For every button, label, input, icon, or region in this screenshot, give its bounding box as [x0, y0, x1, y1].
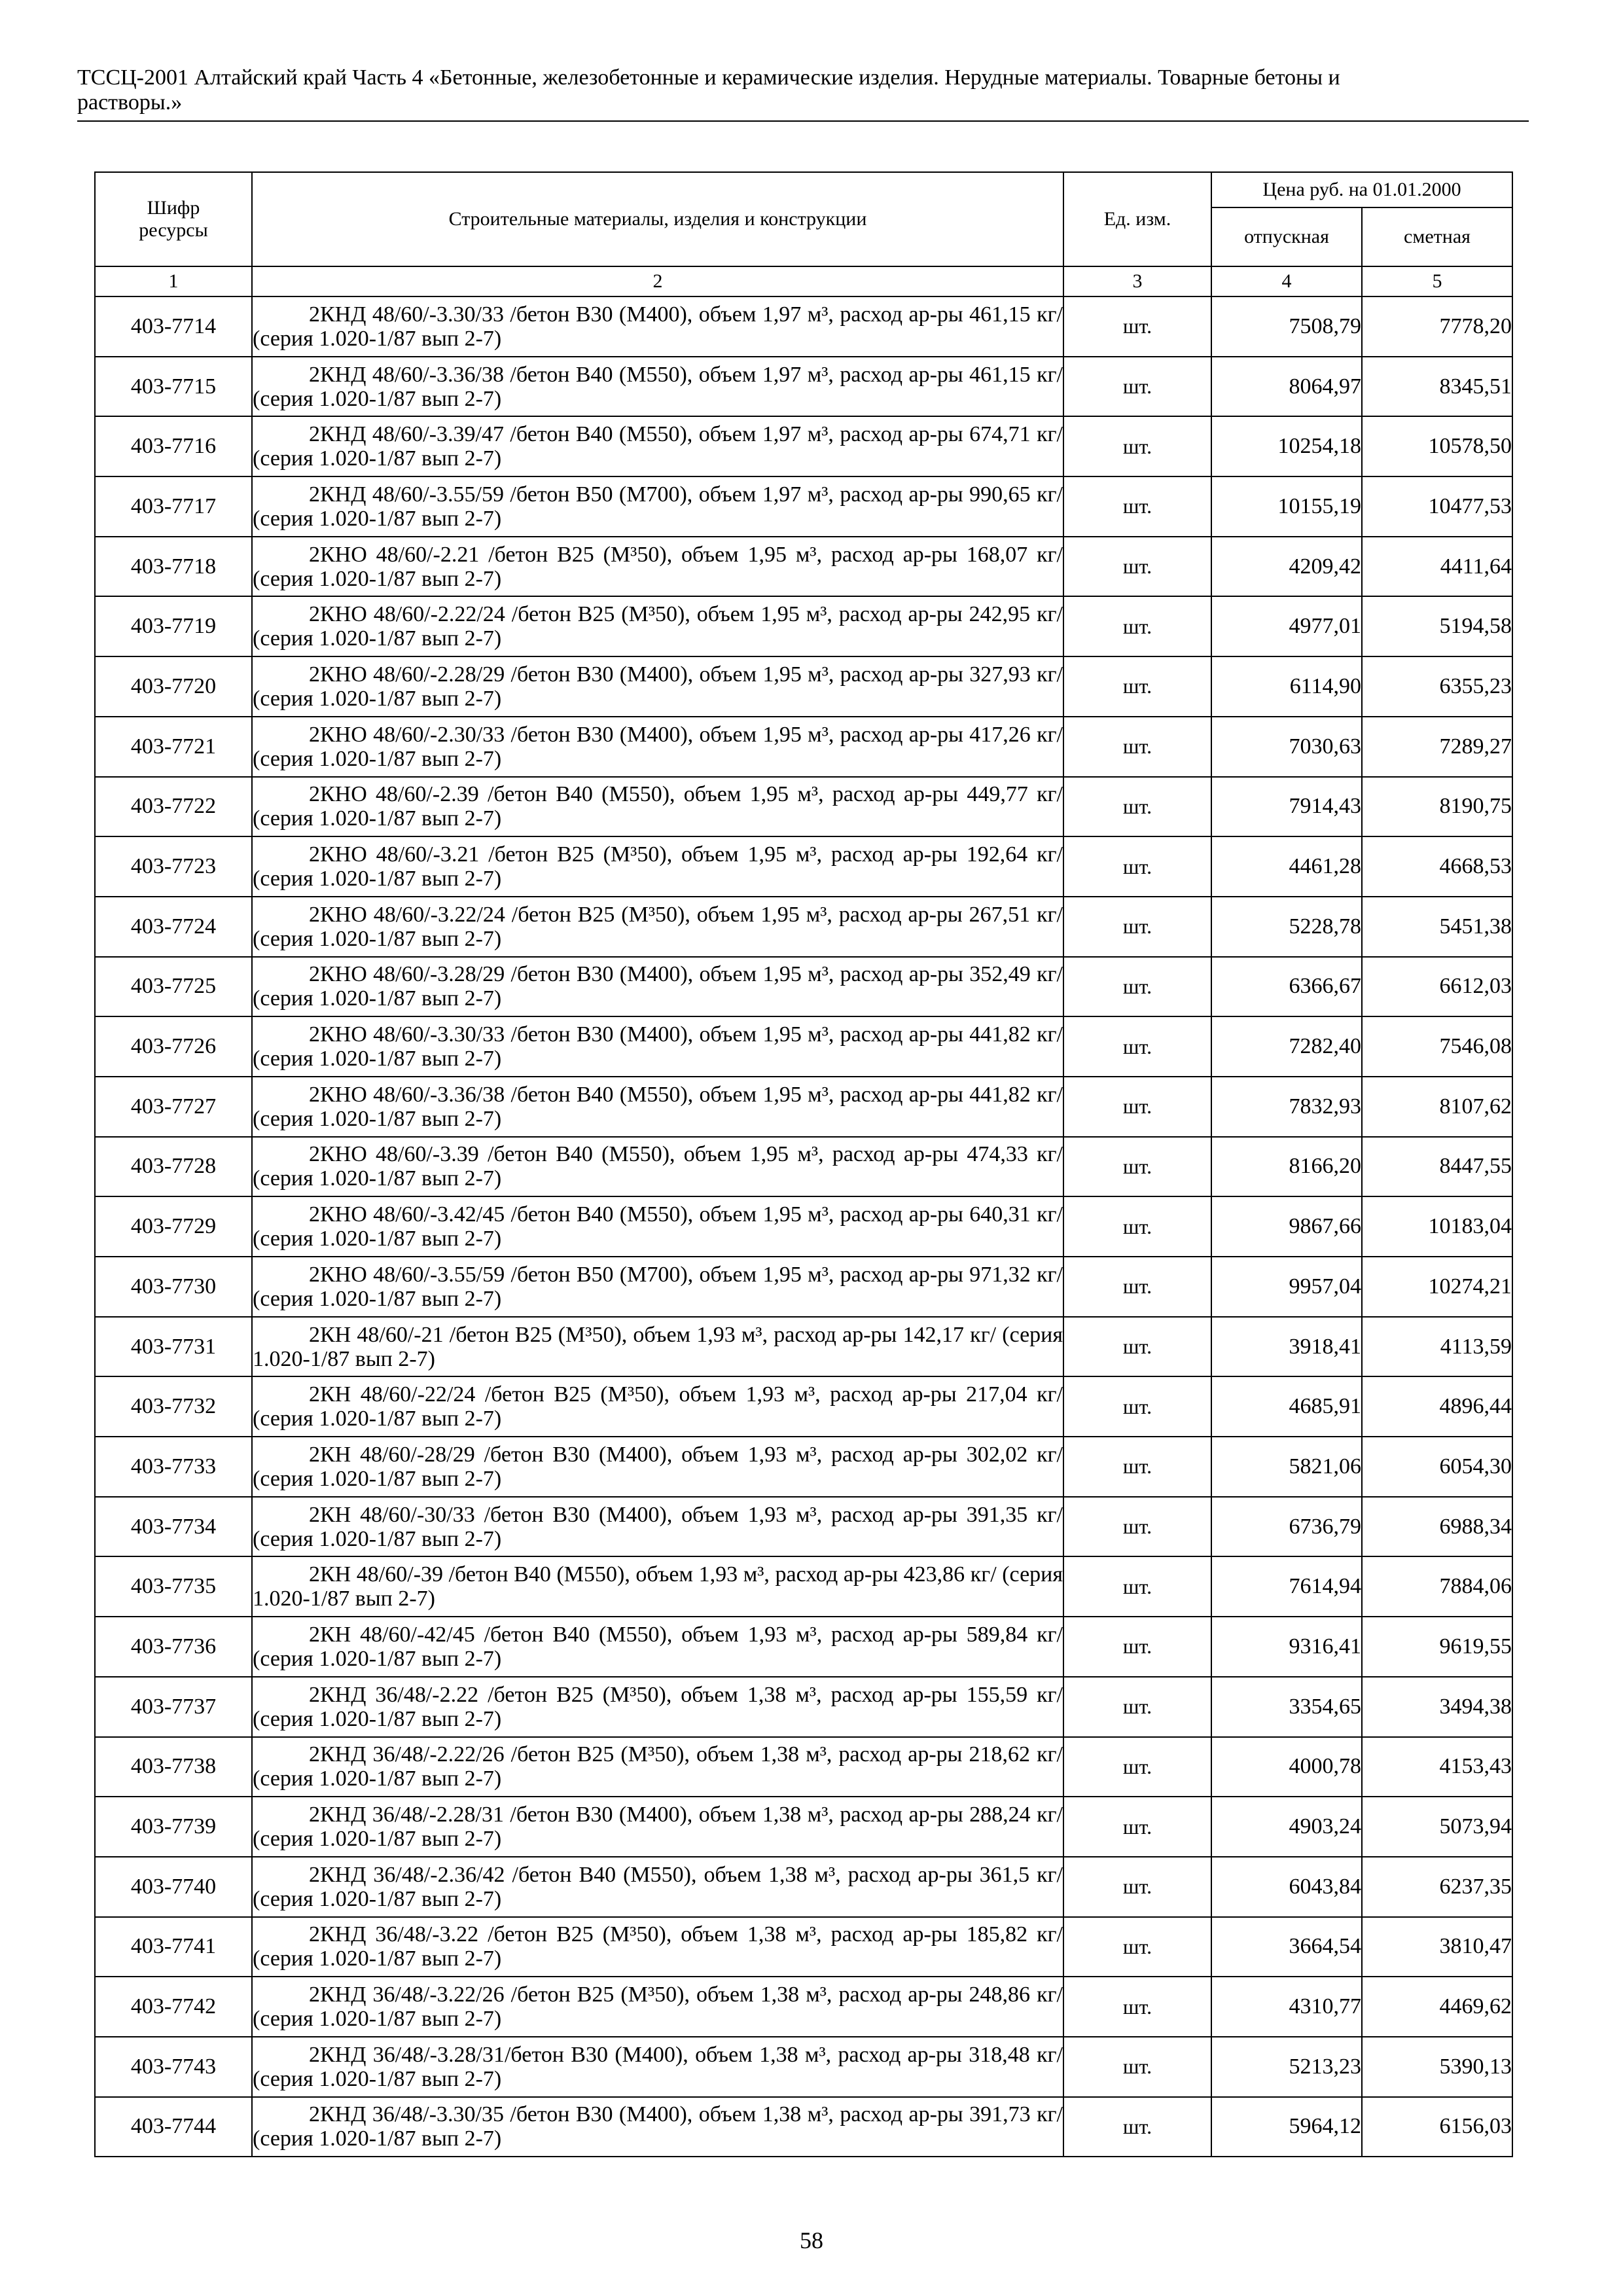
- resource-code-cell: 403-7739: [95, 1797, 252, 1857]
- estimate-price-cell: 9619,55: [1362, 1617, 1512, 1677]
- description-cell: 2КНО 48/60/-2.21 /бетон В25 (М³50), объем 1,95 м³, расход ар-ры 168,07 кг/ (серия 1.020-1/87 вып 2-7): [252, 537, 1063, 597]
- description-cell: 2КНД 36/48/-3.30/35 /бетон В30 (М400), объем 1,38 м³, расход ар-ры 391,73 кг/ (серия 1.020-1/87 вып 2-7): [252, 2097, 1063, 2157]
- table-body: [95, 296, 1512, 2157]
- table-row: [95, 957, 1512, 1017]
- resource-code-cell: 403-7734: [95, 1497, 252, 1557]
- resource-code-cell: 403-7744: [95, 2097, 252, 2157]
- unit-cell: шт.: [1063, 296, 1211, 357]
- estimate-price-cell: 4469,62: [1362, 1977, 1512, 2037]
- estimate-price-cell: 7289,27: [1362, 717, 1512, 777]
- unit-cell: шт.: [1063, 777, 1211, 837]
- table-row: [95, 296, 1512, 357]
- unit-cell: шт.: [1063, 1617, 1211, 1677]
- estimate-price-cell: 10477,53: [1362, 476, 1512, 537]
- table-row: [95, 1977, 1512, 2037]
- header-line-2: растворы.»: [77, 90, 183, 115]
- release-price-cell: 6043,84: [1211, 1857, 1362, 1917]
- release-price-cell: 7282,40: [1211, 1016, 1362, 1077]
- description-cell: 2КН 48/60/-39 /бетон В40 (М550), объем 1,93 м³, расход ар-ры 423,86 кг/ (серия 1.020-1/87 вып 2-7): [252, 1556, 1063, 1617]
- description-cell: 2КНД 36/48/-3.22/26 /бетон В25 (М³50), объем 1,38 м³, расход ар-ры 248,86 кг/ (серия 1.020-1/87 вып 2-7): [252, 1977, 1063, 2037]
- release-price-cell: 5964,12: [1211, 2097, 1362, 2157]
- release-price-cell: 7508,79: [1211, 296, 1362, 357]
- estimate-price-cell: 6156,03: [1362, 2097, 1512, 2157]
- description-cell: 2КНД 48/60/-3.39/47 /бетон В40 (М550), объем 1,97 м³, расход ар-ры 674,71 кг/ (серия 1.020-1/87 вып 2-7): [252, 416, 1063, 476]
- resource-code-cell: 403-7732: [95, 1376, 252, 1437]
- estimate-price-cell: 6988,34: [1362, 1497, 1512, 1557]
- col-number: 5: [1362, 266, 1512, 296]
- col-release-header: отпускная: [1211, 207, 1362, 266]
- description-cell: 2КНО 48/60/-3.22/24 /бетон В25 (М³50), объем 1,95 м³, расход ар-ры 267,51 кг/ (серия 1.020-1/87 вып 2-7): [252, 897, 1063, 957]
- table-row: [95, 1437, 1512, 1497]
- unit-cell: шт.: [1063, 1497, 1211, 1557]
- release-price-cell: 7614,94: [1211, 1556, 1362, 1617]
- unit-cell: шт.: [1063, 897, 1211, 957]
- resource-code-cell: 403-7736: [95, 1617, 252, 1677]
- resource-code-cell: 403-7743: [95, 2037, 252, 2097]
- estimate-price-cell: 6237,35: [1362, 1857, 1512, 1917]
- col-number: 3: [1063, 266, 1211, 296]
- resource-code-cell: 403-7742: [95, 1977, 252, 2037]
- resource-code-cell: 403-7740: [95, 1857, 252, 1917]
- estimate-price-cell: 3494,38: [1362, 1677, 1512, 1737]
- description-cell: 2КН 48/60/-28/29 /бетон В30 (М400), объем 1,93 м³, расход ар-ры 302,02 кг/ (серия 1.020-1/87 вып 2-7): [252, 1437, 1063, 1497]
- resource-code-cell: 403-7737: [95, 1677, 252, 1737]
- description-cell: 2КН 48/60/-42/45 /бетон В40 (М550), объем 1,93 м³, расход ар-ры 589,84 кг/ (серия 1.020-1/87 вып 2-7): [252, 1617, 1063, 1677]
- table-row: [95, 1797, 1512, 1857]
- description-cell: 2КН 48/60/-21 /бетон В25 (М³50), объем 1,93 м³, расход ар-ры 142,17 кг/ (серия 1.020-1/87 вып 2-7): [252, 1317, 1063, 1377]
- unit-cell: шт.: [1063, 2037, 1211, 2097]
- table-row: [95, 1016, 1512, 1077]
- table-row: [95, 777, 1512, 837]
- unit-cell: шт.: [1063, 1317, 1211, 1377]
- header-rule: [77, 120, 1529, 122]
- col-price-group-header: Цена руб. на 01.01.2000: [1211, 172, 1512, 207]
- description-cell: 2КН 48/60/-22/24 /бетон В25 (М³50), объем 1,93 м³, расход ар-ры 217,04 кг/ (серия 1.020-1/87 вып 2-7): [252, 1376, 1063, 1437]
- description-cell: 2КНД 36/48/-2.22/26 /бетон В25 (М³50), объем 1,38 м³, расход ар-ры 218,62 кг/ (серия 1.020-1/87 вып 2-7): [252, 1737, 1063, 1797]
- description-cell: 2КНО 48/60/-2.22/24 /бетон В25 (М³50), объем 1,95 м³, расход ар-ры 242,95 кг/ (серия 1.020-1/87 вып 2-7): [252, 596, 1063, 656]
- col-desc-header: Строительные материалы, изделия и конструкции: [252, 172, 1063, 266]
- table-row: [95, 2097, 1512, 2157]
- resource-code-cell: 403-7721: [95, 717, 252, 777]
- description-cell: 2КНД 48/60/-3.55/59 /бетон В50 (М700), объем 1,97 м³, расход ар-ры 990,65 кг/ (серия 1.020-1/87 вып 2-7): [252, 476, 1063, 537]
- resource-code-cell: 403-7727: [95, 1077, 252, 1137]
- unit-cell: шт.: [1063, 596, 1211, 656]
- release-price-cell: 10254,18: [1211, 416, 1362, 476]
- resource-code-cell: 403-7720: [95, 656, 252, 717]
- description-cell: 2КНО 48/60/-3.28/29 /бетон В30 (М400), объем 1,95 м³, расход ар-ры 352,49 кг/ (серия 1.020-1/87 вып 2-7): [252, 957, 1063, 1017]
- release-price-cell: 9957,04: [1211, 1257, 1362, 1317]
- resource-code-cell: 403-7715: [95, 357, 252, 417]
- col-code-header: Шифр ресурсы: [95, 172, 252, 266]
- table-row: [95, 476, 1512, 537]
- estimate-price-cell: 4153,43: [1362, 1737, 1512, 1797]
- release-price-cell: 7832,93: [1211, 1077, 1362, 1137]
- table-row: [95, 1317, 1512, 1377]
- estimate-price-cell: 4668,53: [1362, 836, 1512, 897]
- table-row: [95, 897, 1512, 957]
- table-row: [95, 1556, 1512, 1617]
- unit-cell: шт.: [1063, 957, 1211, 1017]
- description-cell: 2КНО 48/60/-3.55/59 /бетон В50 (М700), объем 1,95 м³, расход ар-ры 971,32 кг/ (серия 1.020-1/87 вып 2-7): [252, 1257, 1063, 1317]
- estimate-price-cell: 10183,04: [1362, 1196, 1512, 1257]
- estimate-price-cell: 10578,50: [1362, 416, 1512, 476]
- estimate-price-cell: 6612,03: [1362, 957, 1512, 1017]
- table-row: [95, 1077, 1512, 1137]
- col-number: 4: [1211, 266, 1362, 296]
- description-cell: 2КНО 48/60/-3.42/45 /бетон В40 (М550), объем 1,95 м³, расход ар-ры 640,31 кг/ (серия 1.020-1/87 вып 2-7): [252, 1196, 1063, 1257]
- release-price-cell: 4209,42: [1211, 537, 1362, 597]
- release-price-cell: 6736,79: [1211, 1497, 1362, 1557]
- unit-cell: шт.: [1063, 1437, 1211, 1497]
- unit-cell: шт.: [1063, 1556, 1211, 1617]
- release-price-cell: 5213,23: [1211, 2037, 1362, 2097]
- unit-cell: шт.: [1063, 656, 1211, 717]
- estimate-price-cell: 5073,94: [1362, 1797, 1512, 1857]
- unit-cell: шт.: [1063, 1917, 1211, 1977]
- unit-cell: шт.: [1063, 1977, 1211, 2037]
- description-cell: 2КНО 48/60/-3.30/33 /бетон В30 (М400), объем 1,95 м³, расход ар-ры 441,82 кг/ (серия 1.020-1/87 вып 2-7): [252, 1016, 1063, 1077]
- release-price-cell: 3354,65: [1211, 1677, 1362, 1737]
- table-row: [95, 357, 1512, 417]
- table-row: [95, 1617, 1512, 1677]
- unit-cell: шт.: [1063, 1737, 1211, 1797]
- release-price-cell: 3918,41: [1211, 1317, 1362, 1377]
- resource-code-cell: 403-7716: [95, 416, 252, 476]
- resource-code-cell: 403-7738: [95, 1737, 252, 1797]
- resource-code-cell: 403-7726: [95, 1016, 252, 1077]
- table-row: [95, 1137, 1512, 1197]
- release-price-cell: 3664,54: [1211, 1917, 1362, 1977]
- estimate-price-cell: 8190,75: [1362, 777, 1512, 837]
- unit-cell: шт.: [1063, 1857, 1211, 1917]
- release-price-cell: 4310,77: [1211, 1977, 1362, 2037]
- resource-code-cell: 403-7731: [95, 1317, 252, 1377]
- resource-code-cell: 403-7722: [95, 777, 252, 837]
- unit-cell: шт.: [1063, 836, 1211, 897]
- col-number: 2: [252, 266, 1063, 296]
- description-cell: 2КНО 48/60/-3.36/38 /бетон В40 (М550), объем 1,95 м³, расход ар-ры 441,82 кг/ (серия 1.020-1/87 вып 2-7): [252, 1077, 1063, 1137]
- release-price-cell: 9316,41: [1211, 1617, 1362, 1677]
- resource-code-cell: 403-7741: [95, 1917, 252, 1977]
- resource-code-cell: 403-7718: [95, 537, 252, 597]
- estimate-price-cell: 7546,08: [1362, 1016, 1512, 1077]
- estimate-price-cell: 6355,23: [1362, 656, 1512, 717]
- estimate-price-cell: 6054,30: [1362, 1437, 1512, 1497]
- release-price-cell: 4685,91: [1211, 1376, 1362, 1437]
- description-cell: 2КНО 48/60/-3.39 /бетон В40 (М550), объем 1,95 м³, расход ар-ры 474,33 кг/ (серия 1.020-1/87 вып 2-7): [252, 1137, 1063, 1197]
- estimate-price-cell: 8447,55: [1362, 1137, 1512, 1197]
- estimate-price-cell: 7778,20: [1362, 296, 1512, 357]
- release-price-cell: 8166,20: [1211, 1137, 1362, 1197]
- estimate-price-cell: 8345,51: [1362, 357, 1512, 417]
- description-cell: 2КНД 36/48/-3.22 /бетон В25 (М³50), объем 1,38 м³, расход ар-ры 185,82 кг/ (серия 1.020-1/87 вып 2-7): [252, 1917, 1063, 1977]
- description-cell: 2КН 48/60/-30/33 /бетон В30 (М400), объем 1,93 м³, расход ар-ры 391,35 кг/ (серия 1.020-1/87 вып 2-7): [252, 1497, 1063, 1557]
- table-row: [95, 1857, 1512, 1917]
- description-cell: 2КНД 36/48/-3.28/31/бетон В30 (М400), объем 1,38 м³, расход ар-ры 318,48 кг/ (серия 1.020-1/87 вып 2-7): [252, 2037, 1063, 2097]
- col-number: 1: [95, 266, 252, 296]
- resource-code-cell: 403-7729: [95, 1196, 252, 1257]
- unit-cell: шт.: [1063, 1077, 1211, 1137]
- table-row: [95, 416, 1512, 476]
- estimate-price-cell: 3810,47: [1362, 1917, 1512, 1977]
- release-price-cell: 4000,78: [1211, 1737, 1362, 1797]
- unit-cell: шт.: [1063, 416, 1211, 476]
- unit-cell: шт.: [1063, 537, 1211, 597]
- table-row: [95, 596, 1512, 656]
- release-price-cell: 4461,28: [1211, 836, 1362, 897]
- release-price-cell: 10155,19: [1211, 476, 1362, 537]
- table-row: [95, 717, 1512, 777]
- table-row: [95, 1376, 1512, 1437]
- resource-code-cell: 403-7717: [95, 476, 252, 537]
- description-cell: 2КНО 48/60/-2.39 /бетон В40 (М550), объем 1,95 м³, расход ар-ры 449,77 кг/ (серия 1.020-1/87 вып 2-7): [252, 777, 1063, 837]
- resource-code-cell: 403-7724: [95, 897, 252, 957]
- release-price-cell: 5821,06: [1211, 1437, 1362, 1497]
- description-cell: 2КНО 48/60/-2.28/29 /бетон В30 (М400), объем 1,95 м³, расход ар-ры 327,93 кг/ (серия 1.020-1/87 вып 2-7): [252, 656, 1063, 717]
- resource-code-cell: 403-7719: [95, 596, 252, 656]
- table-row: [95, 1737, 1512, 1797]
- table-row: [95, 1677, 1512, 1737]
- unit-cell: шт.: [1063, 1137, 1211, 1197]
- estimate-price-cell: 5451,38: [1362, 897, 1512, 957]
- estimate-price-cell: 4896,44: [1362, 1376, 1512, 1437]
- estimate-price-cell: 7884,06: [1362, 1556, 1512, 1617]
- table-row: [95, 2037, 1512, 2097]
- release-price-cell: 7914,43: [1211, 777, 1362, 837]
- release-price-cell: 6366,67: [1211, 957, 1362, 1017]
- description-cell: 2КНО 48/60/-3.21 /бетон В25 (М³50), объем 1,95 м³, расход ар-ры 192,64 кг/ (серия 1.020-1/87 вып 2-7): [252, 836, 1063, 897]
- unit-cell: шт.: [1063, 1016, 1211, 1077]
- price-table: [94, 171, 1513, 2157]
- table-row: [95, 656, 1512, 717]
- table-row: [95, 836, 1512, 897]
- description-cell: 2КНД 36/48/-2.36/42 /бетон В40 (М550), объем 1,38 м³, расход ар-ры 361,5 кг/ (серия 1.020-1/87 вып 2-7): [252, 1857, 1063, 1917]
- col-estimate-header: сметная: [1362, 207, 1512, 266]
- table-row: [95, 1257, 1512, 1317]
- description-cell: 2КНД 36/48/-2.22 /бетон В25 (М³50), объем 1,38 м³, расход ар-ры 155,59 кг/ (серия 1.020-1/87 вып 2-7): [252, 1677, 1063, 1737]
- estimate-price-cell: 5390,13: [1362, 2037, 1512, 2097]
- release-price-cell: 5228,78: [1211, 897, 1362, 957]
- unit-cell: шт.: [1063, 1376, 1211, 1437]
- document-header: [77, 65, 1514, 115]
- resource-code-cell: 403-7725: [95, 957, 252, 1017]
- estimate-price-cell: 4113,59: [1362, 1317, 1512, 1377]
- description-cell: 2КНД 48/60/-3.36/38 /бетон В40 (М550), объем 1,97 м³, расход ар-ры 461,15 кг/ (серия 1.020-1/87 вып 2-7): [252, 357, 1063, 417]
- description-cell: 2КНД 48/60/-3.30/33 /бетон В30 (М400), объем 1,97 м³, расход ар-ры 461,15 кг/ (серия 1.020-1/87 вып 2-7): [252, 296, 1063, 357]
- resource-code-cell: 403-7730: [95, 1257, 252, 1317]
- estimate-price-cell: 8107,62: [1362, 1077, 1512, 1137]
- estimate-price-cell: 5194,58: [1362, 596, 1512, 656]
- table-row: [95, 1196, 1512, 1257]
- header-line-1: ТССЦ-2001 Алтайский край Часть 4 «Бетонные, железобетонные и керамические изделия. Нерудные материалы. Товарные бетоны и: [77, 65, 1340, 90]
- unit-cell: шт.: [1063, 357, 1211, 417]
- unit-cell: шт.: [1063, 476, 1211, 537]
- estimate-price-cell: 10274,21: [1362, 1257, 1512, 1317]
- release-price-cell: 8064,97: [1211, 357, 1362, 417]
- resource-code-cell: 403-7735: [95, 1556, 252, 1617]
- unit-cell: шт.: [1063, 1797, 1211, 1857]
- release-price-cell: 7030,63: [1211, 717, 1362, 777]
- table-row: [95, 537, 1512, 597]
- release-price-cell: 4903,24: [1211, 1797, 1362, 1857]
- resource-code-cell: 403-7733: [95, 1437, 252, 1497]
- unit-cell: шт.: [1063, 1257, 1211, 1317]
- table-row: [95, 1917, 1512, 1977]
- unit-cell: шт.: [1063, 1196, 1211, 1257]
- unit-cell: шт.: [1063, 1677, 1211, 1737]
- unit-cell: шт.: [1063, 2097, 1211, 2157]
- resource-code-cell: 403-7728: [95, 1137, 252, 1197]
- release-price-cell: 6114,90: [1211, 656, 1362, 717]
- table-row: [95, 1497, 1512, 1557]
- resource-code-cell: 403-7714: [95, 296, 252, 357]
- description-cell: 2КНО 48/60/-2.30/33 /бетон В30 (М400), объем 1,95 м³, расход ар-ры 417,26 кг/ (серия 1.020-1/87 вып 2-7): [252, 717, 1063, 777]
- resource-code-cell: 403-7723: [95, 836, 252, 897]
- col-unit-header: Ед. изм.: [1063, 172, 1211, 266]
- page-number: 58: [800, 2227, 823, 2253]
- estimate-price-cell: 4411,64: [1362, 537, 1512, 597]
- release-price-cell: 9867,66: [1211, 1196, 1362, 1257]
- description-cell: 2КНД 36/48/-2.28/31 /бетон В30 (М400), объем 1,38 м³, расход ар-ры 288,24 кг/ (серия 1.020-1/87 вып 2-7): [252, 1797, 1063, 1857]
- unit-cell: шт.: [1063, 717, 1211, 777]
- release-price-cell: 4977,01: [1211, 596, 1362, 656]
